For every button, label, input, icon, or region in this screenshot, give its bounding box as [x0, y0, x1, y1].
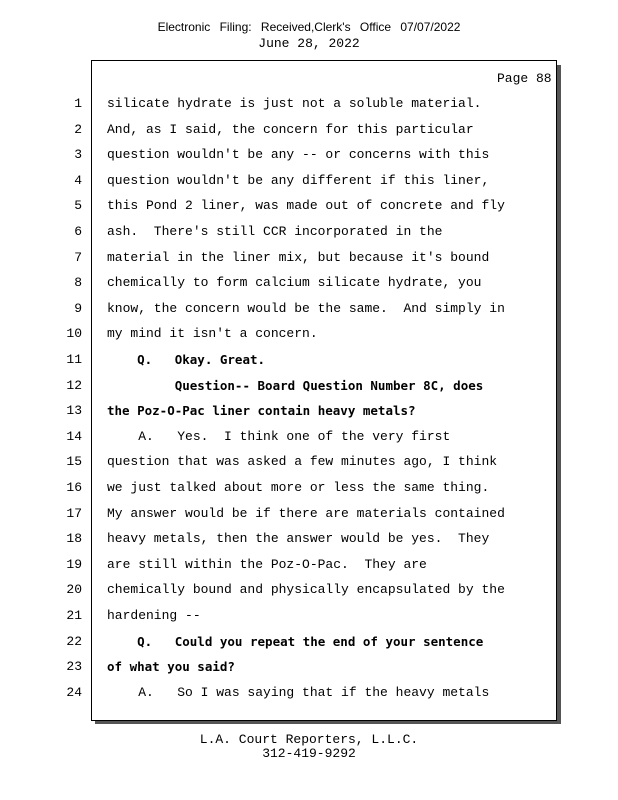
line-number: 10 — [66, 326, 82, 342]
line-number: 24 — [66, 684, 82, 700]
line-number: 4 — [74, 172, 82, 188]
line-number: 20 — [66, 582, 82, 598]
line-text: this Pond 2 liner, was made out of concrete and fly — [107, 198, 505, 214]
line-text: question wouldn't be any -- or concerns with this — [107, 147, 490, 163]
transcript-line — [0, 634, 618, 659]
transcript-line — [0, 96, 618, 121]
transcript-line — [0, 531, 618, 556]
line-number: 9 — [74, 300, 82, 316]
transcript-line — [0, 147, 618, 172]
line-text: And, as I said, the concern for this particular — [107, 121, 474, 137]
line-number: 15 — [66, 454, 82, 470]
line-text: my mind it isn't a concern. — [107, 326, 318, 342]
line-number: 16 — [66, 480, 82, 495]
line-text: are still within the Poz-O-Pac. They are — [107, 556, 427, 572]
line-number: 1 — [74, 96, 82, 111]
transcript-line — [0, 301, 618, 326]
line-number: 6 — [74, 224, 82, 239]
transcript-line — [0, 224, 618, 249]
line-number: 12 — [66, 377, 82, 393]
transcript-line — [0, 480, 618, 505]
line-text: chemically bound and physically encapsulated by the — [107, 582, 505, 598]
transcript-line — [0, 557, 618, 582]
line-text: silicate hydrate is just not a soluble material. — [107, 96, 482, 111]
transcript-line — [0, 454, 618, 479]
page-number: Page 88 — [497, 71, 552, 86]
transcript-line — [0, 378, 618, 403]
line-number: 7 — [74, 249, 82, 265]
line-number: 13 — [66, 403, 82, 419]
transcript-line — [0, 326, 618, 351]
transcript-line — [0, 429, 618, 454]
transcript-line — [0, 198, 618, 223]
line-number: 5 — [74, 198, 82, 214]
transcript-line — [0, 122, 618, 147]
reporter-company: L.A. Court Reporters, L.L.C. — [199, 732, 419, 747]
transcript-line — [0, 608, 618, 633]
line-text: know, the concern would be the same. And simply in — [107, 300, 505, 316]
line-number: 8 — [74, 275, 82, 291]
line-text: hardening -- — [107, 608, 201, 623]
transcript-line — [0, 275, 618, 300]
transcript-line — [0, 173, 618, 198]
line-number: 14 — [66, 428, 82, 444]
line-text: material in the liner mix, but because it's bound — [107, 249, 490, 265]
line-text: My answer would be if there are materials contained — [107, 505, 505, 521]
line-text: Q. Could you repeat the end of your sentence — [107, 633, 484, 649]
line-text: A. Yes. I think one of the very first — [107, 428, 451, 444]
line-text: we just talked about more or less the same thing. — [107, 480, 490, 495]
line-number: 3 — [74, 147, 82, 163]
transcript-line — [0, 685, 618, 710]
line-text: question that was asked a few minutes ago, I think — [107, 454, 498, 470]
line-text: question wouldn't be any different if this liner, — [107, 172, 490, 188]
transcript-line — [0, 403, 618, 428]
line-number: 21 — [66, 608, 82, 623]
footer — [0, 733, 618, 761]
transcript-line — [0, 250, 618, 275]
line-number: 17 — [66, 505, 82, 521]
transcript-line — [0, 506, 618, 531]
line-text: Question-- Board Question Number 8C, does — [107, 377, 484, 393]
transcript-date: June 28, 2022 — [258, 36, 360, 51]
line-text: ash. There's still CCR incorporated in the — [107, 224, 443, 239]
line-number: 19 — [66, 556, 82, 572]
line-text: heavy metals, then the answer would be yes. They — [107, 531, 490, 547]
transcript-line — [0, 352, 618, 377]
line-text: chemically to form calcium silicate hydrate, you — [107, 275, 482, 291]
reporter-phone: 312-419-9292 — [262, 746, 356, 761]
line-number: 11 — [66, 352, 82, 367]
transcript-line — [0, 659, 618, 684]
line-number: 23 — [66, 659, 82, 675]
line-text: of what you said? — [107, 659, 235, 675]
line-text: Q. Okay. Great. — [107, 352, 266, 367]
line-number: 2 — [74, 121, 82, 137]
line-text: A. So I was saying that if the heavy metals — [107, 684, 490, 700]
line-text: the Poz-O-Pac liner contain heavy metals? — [107, 403, 416, 419]
line-number: 22 — [66, 633, 82, 649]
transcript-line — [0, 582, 618, 607]
line-number: 18 — [66, 531, 82, 547]
filing-stamp: Electronic Filing: Received,Clerk's Office 07/07/2022 — [157, 20, 461, 34]
